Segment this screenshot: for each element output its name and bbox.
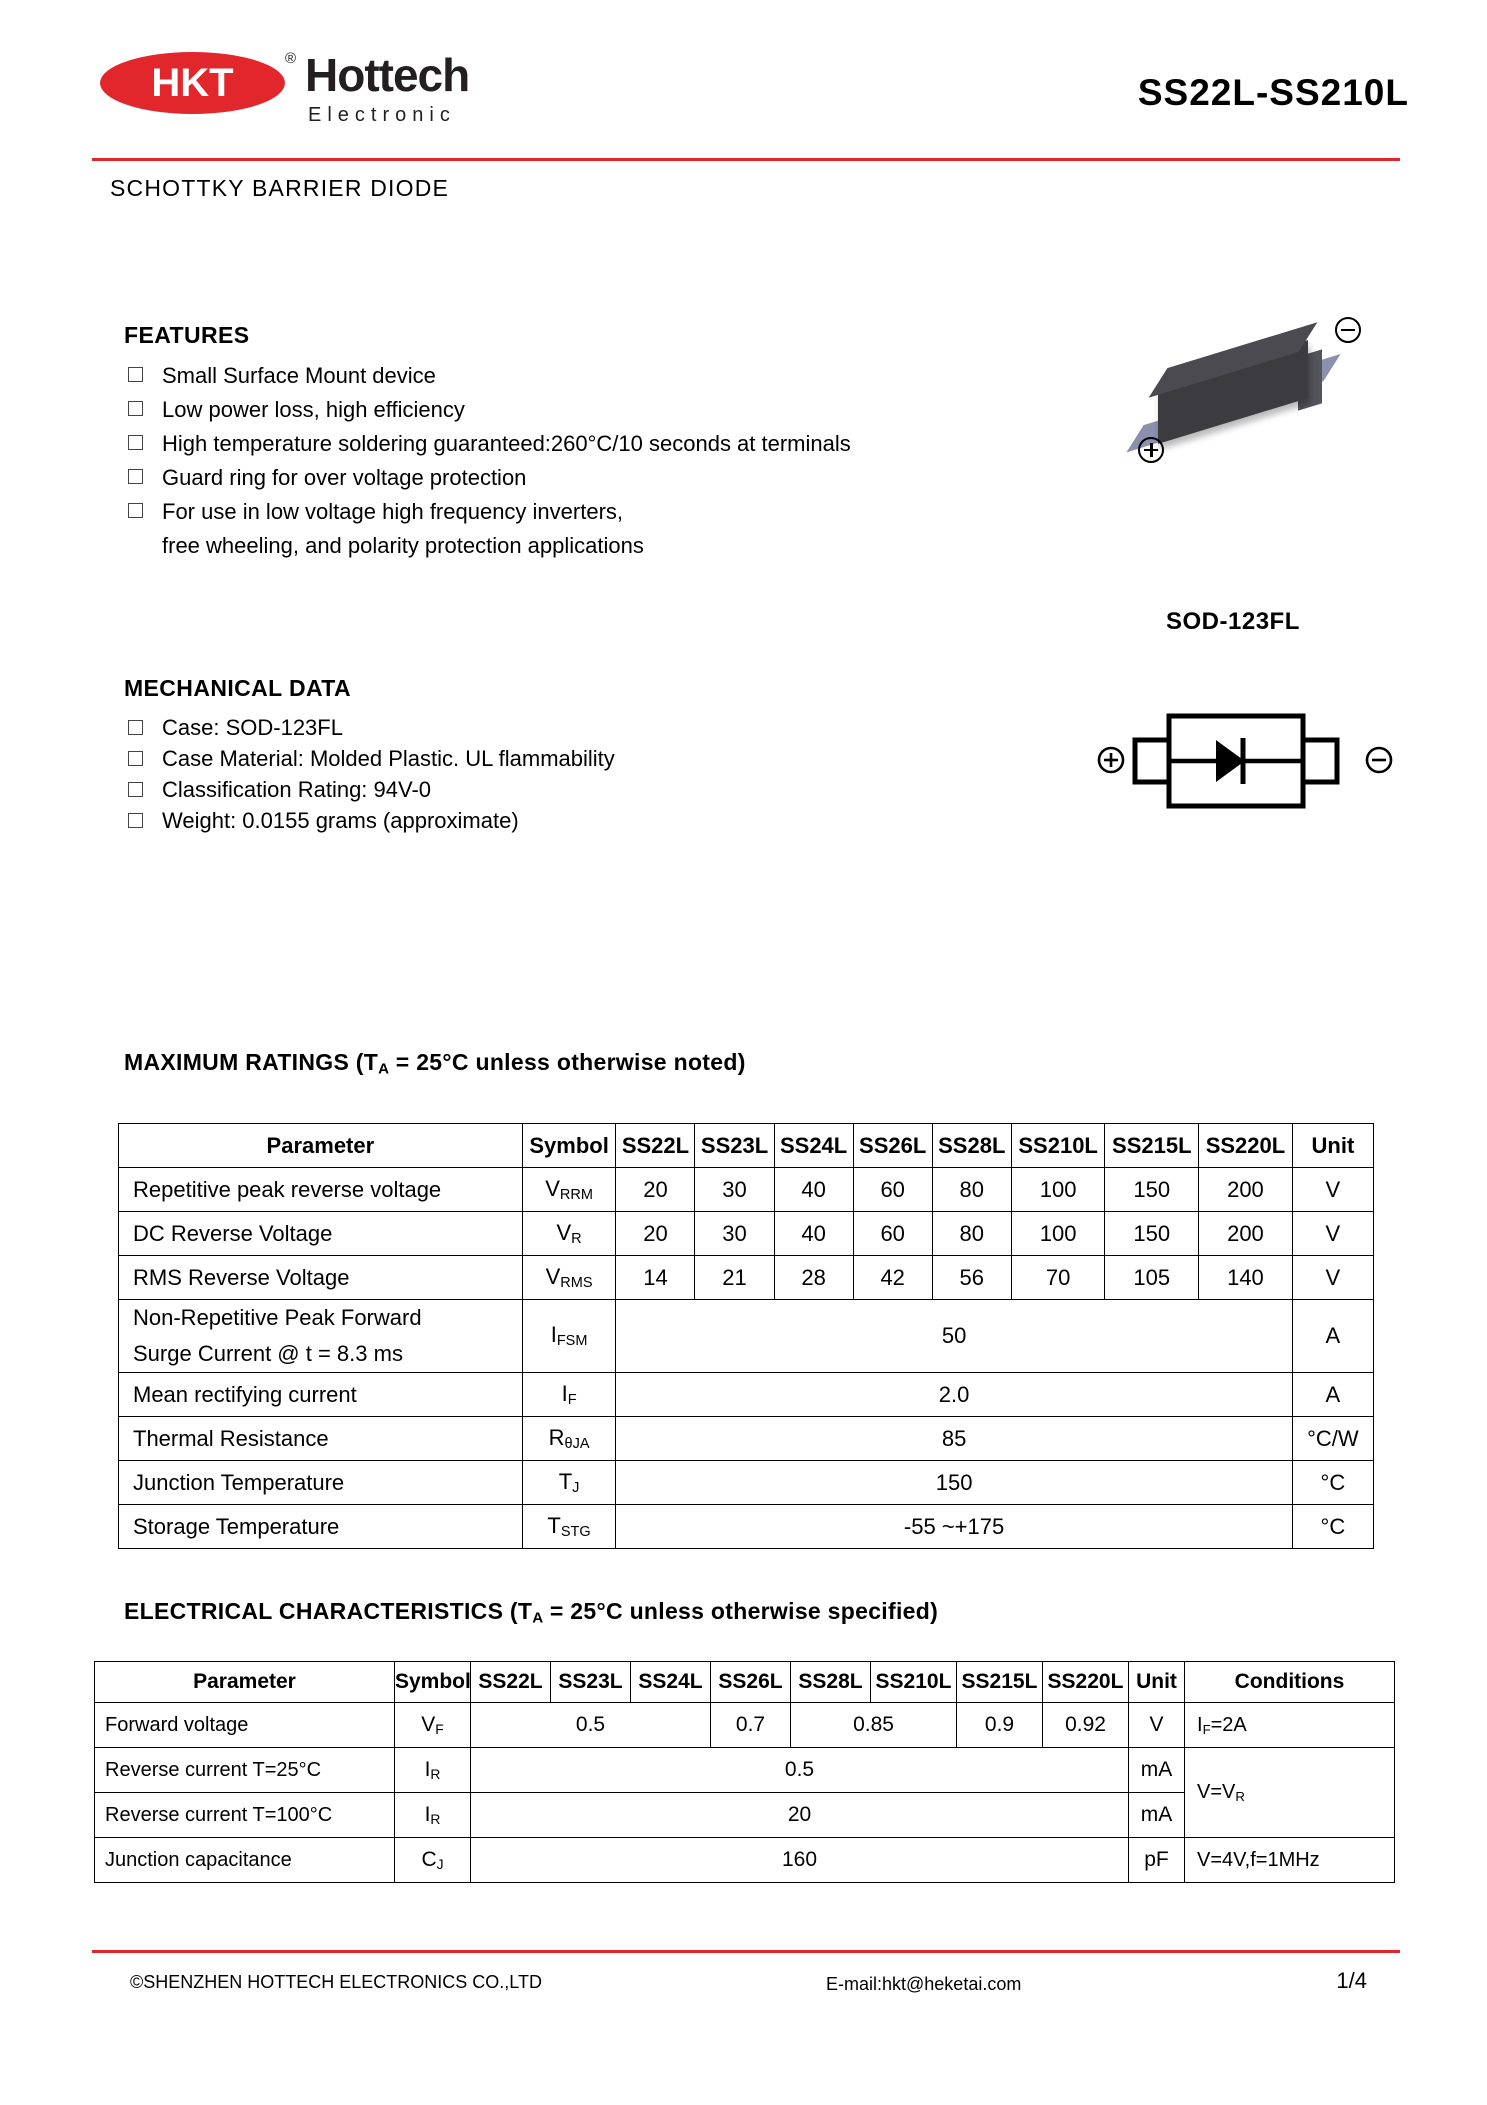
max-ratings-table bbox=[118, 1123, 1374, 1549]
table-row bbox=[95, 1703, 1395, 1748]
value-cell: 150 bbox=[1105, 1168, 1199, 1212]
feature-item bbox=[124, 427, 851, 461]
bullet-box-icon bbox=[128, 720, 143, 735]
electrical-heading-sub: A bbox=[532, 1609, 544, 1627]
footer-email: E-mail:hkt@heketai.com bbox=[826, 1974, 1022, 1994]
electrical-heading-text: ELECTRICAL CHARACTERISTICS (T bbox=[124, 1598, 533, 1624]
mechanical-item bbox=[124, 712, 824, 743]
electrical-heading-rest: = 25°C unless otherwise specified) bbox=[543, 1598, 939, 1624]
symbol-text: $I_R$ bbox=[424, 1757, 441, 1783]
parameter-cell: Thermal Resistance bbox=[119, 1417, 523, 1461]
mechanical-item-label: Weight: 0.0155 grams (approximate) bbox=[162, 808, 519, 833]
value-cell: 42 bbox=[853, 1256, 932, 1300]
unit-cell: A bbox=[1292, 1373, 1373, 1417]
bullet-box-icon bbox=[128, 751, 143, 766]
value-cell: 150 bbox=[1105, 1212, 1199, 1256]
value-cell: 40 bbox=[774, 1168, 853, 1212]
column-header: Parameter bbox=[95, 1662, 395, 1703]
feature-item bbox=[124, 393, 824, 427]
mechanical-data-list bbox=[124, 712, 824, 836]
parameter-cell: Forward voltage bbox=[95, 1703, 395, 1748]
column-header: SS220L bbox=[1199, 1124, 1293, 1168]
table-row bbox=[95, 1748, 1395, 1793]
page-header bbox=[0, 0, 1487, 175]
value-cell: 70 bbox=[1011, 1256, 1105, 1300]
column-header: SS210L bbox=[1011, 1124, 1105, 1168]
parameter-cell: RMS Reverse Voltage bbox=[119, 1256, 523, 1300]
value-cell: 14 bbox=[616, 1256, 695, 1300]
value-cell: 30 bbox=[695, 1168, 774, 1212]
parameter-cell: DC Reverse Voltage bbox=[119, 1212, 523, 1256]
symbol-cell bbox=[522, 1505, 616, 1549]
value-cell: 28 bbox=[774, 1256, 853, 1300]
feature-item bbox=[124, 461, 824, 495]
mechanical-item bbox=[124, 743, 824, 774]
symbol-text: $I_F$ bbox=[561, 1380, 577, 1409]
parameter-cell: Mean rectifying current bbox=[119, 1373, 523, 1417]
value-cell: 20 bbox=[616, 1212, 695, 1256]
package-type-label: SOD-123FL bbox=[1166, 608, 1300, 635]
column-header: SS215L bbox=[957, 1662, 1043, 1703]
symbol-text: $V_{RRM}$ bbox=[545, 1175, 593, 1204]
bullet-box-icon bbox=[128, 782, 143, 797]
value-cell: 140 bbox=[1199, 1256, 1293, 1300]
column-header: Symbol bbox=[395, 1662, 471, 1703]
page-footer bbox=[0, 1968, 1487, 2012]
bullet-box-icon bbox=[128, 401, 143, 416]
column-header: SS26L bbox=[853, 1124, 932, 1168]
value-cell: 100 bbox=[1011, 1168, 1105, 1212]
column-header: SS26L bbox=[711, 1662, 791, 1703]
value-cell: 60 bbox=[853, 1212, 932, 1256]
company-logo bbox=[100, 42, 470, 132]
mechanical-item-label: Case Material: Molded Plastic. UL flammability bbox=[162, 746, 615, 771]
value-cell: 20 bbox=[471, 1793, 1129, 1838]
value-cell: 0.5 bbox=[471, 1703, 711, 1748]
symbol-cell bbox=[522, 1461, 616, 1505]
feature-item-label: Low power loss, high efficiency bbox=[162, 397, 465, 422]
parameter-cell: Storage Temperature bbox=[119, 1505, 523, 1549]
unit-cell: °C/W bbox=[1292, 1417, 1373, 1461]
symbol-cell bbox=[522, 1168, 616, 1212]
mechanical-item-label: Classification Rating: 94V-0 bbox=[162, 777, 432, 802]
electrical-characteristics-table bbox=[94, 1661, 1394, 1883]
package-anode-plus-icon bbox=[1138, 437, 1164, 463]
column-header: Symbol bbox=[522, 1124, 616, 1168]
symbol-cell bbox=[395, 1748, 471, 1793]
feature-item-label: free wheeling, and polarity protection applications bbox=[162, 533, 644, 558]
table-row bbox=[119, 1168, 1374, 1212]
parameter-cell: Junction Temperature bbox=[119, 1461, 523, 1505]
value-cell: 100 bbox=[1011, 1212, 1105, 1256]
symbol-cell bbox=[522, 1373, 616, 1417]
mechanical-data-section bbox=[124, 675, 824, 836]
column-header: SS28L bbox=[791, 1662, 871, 1703]
diode-symbol-diagram bbox=[1095, 700, 1395, 820]
parameter-cell: Junction capacitance bbox=[95, 1838, 395, 1883]
column-header: SS24L bbox=[631, 1662, 711, 1703]
unit-cell: A bbox=[1292, 1300, 1373, 1373]
electrical-heading bbox=[124, 1598, 938, 1626]
max-ratings-heading-text: MAXIMUM RATINGS (T bbox=[124, 1049, 379, 1075]
column-header: SS215L bbox=[1105, 1124, 1199, 1168]
unit-cell: V bbox=[1292, 1256, 1373, 1300]
symbol-text: $R_{\theta JA}$ bbox=[548, 1424, 590, 1453]
value-cell: 0.9 bbox=[957, 1703, 1043, 1748]
table-row bbox=[119, 1212, 1374, 1256]
value-cell: 0.85 bbox=[791, 1703, 957, 1748]
feature-item-label: For use in low voltage high frequency inverters, bbox=[162, 499, 624, 524]
bullet-box-icon bbox=[128, 503, 143, 518]
value-cell: 105 bbox=[1105, 1256, 1199, 1300]
column-header: Conditions bbox=[1185, 1662, 1395, 1703]
value-cell-spanned: 2.0 bbox=[616, 1373, 1292, 1417]
symbol-cell bbox=[522, 1256, 616, 1300]
table-row bbox=[119, 1300, 1374, 1373]
column-header: Unit bbox=[1292, 1124, 1373, 1168]
bullet-box-icon bbox=[128, 435, 143, 450]
footer-page-number: 1/4 bbox=[1336, 1968, 1367, 1993]
conditions-cell: V=4V,f=1MHz bbox=[1185, 1838, 1395, 1883]
symbol-text: $V_R$ bbox=[556, 1219, 582, 1248]
mechanical-item-label: Case: SOD-123FL bbox=[162, 715, 343, 740]
bullet-box-icon bbox=[128, 813, 143, 828]
unit-cell: mA bbox=[1129, 1793, 1185, 1838]
symbol-text: $C_J$ bbox=[421, 1847, 444, 1873]
symbol-text: $I_R$ bbox=[424, 1802, 441, 1828]
parameter-cell: Non-Repetitive Peak Forward Surge Current @ t = 8.3 ms bbox=[119, 1300, 523, 1373]
value-cell: 200 bbox=[1199, 1168, 1293, 1212]
table-header-row bbox=[95, 1662, 1395, 1703]
table-header-row bbox=[119, 1124, 1374, 1168]
value-cell-spanned: -55 ~+175 bbox=[616, 1505, 1292, 1549]
bullet-box-icon bbox=[128, 469, 143, 484]
header-divider bbox=[92, 158, 1400, 161]
column-header: Parameter bbox=[119, 1124, 523, 1168]
unit-cell: V bbox=[1292, 1168, 1373, 1212]
diode-symbol-svg bbox=[1095, 700, 1395, 820]
value-cell: 0.7 bbox=[711, 1703, 791, 1748]
electrical-grid bbox=[94, 1661, 1395, 1883]
column-header: SS23L bbox=[551, 1662, 631, 1703]
column-header: SS22L bbox=[616, 1124, 695, 1168]
symbol-cell bbox=[395, 1793, 471, 1838]
features-section bbox=[124, 322, 851, 563]
value-cell: 30 bbox=[695, 1212, 774, 1256]
value-cell: 80 bbox=[932, 1212, 1011, 1256]
max-ratings-heading bbox=[124, 1049, 746, 1077]
unit-cell: V bbox=[1292, 1212, 1373, 1256]
value-cell-spanned: 150 bbox=[616, 1461, 1292, 1505]
unit-cell: pF bbox=[1129, 1838, 1185, 1883]
value-cell: 56 bbox=[932, 1256, 1011, 1300]
table-row bbox=[119, 1373, 1374, 1417]
table-row bbox=[119, 1461, 1374, 1505]
table-row bbox=[119, 1256, 1374, 1300]
package-cathode-minus-icon bbox=[1335, 317, 1361, 343]
parameter-cell: Reverse current T=25°C bbox=[95, 1748, 395, 1793]
max-ratings-heading-sub: A bbox=[378, 1060, 390, 1078]
feature-item-label: Small Surface Mount device bbox=[162, 363, 436, 388]
max-ratings-grid bbox=[118, 1123, 1374, 1549]
feature-item bbox=[124, 359, 824, 393]
mechanical-data-heading: MECHANICAL DATA bbox=[124, 675, 352, 701]
value-cell: 160 bbox=[471, 1838, 1129, 1883]
value-cell-spanned: 50 bbox=[616, 1300, 1292, 1373]
part-number-title: SS22L-SS210L bbox=[1137, 72, 1409, 113]
features-heading: FEATURES bbox=[124, 322, 250, 348]
feature-item bbox=[124, 529, 824, 563]
value-cell-spanned: 85 bbox=[616, 1417, 1292, 1461]
value-cell: 200 bbox=[1199, 1212, 1293, 1256]
unit-cell: mA bbox=[1129, 1748, 1185, 1793]
unit-cell: V bbox=[1129, 1703, 1185, 1748]
feature-item-label: Guard ring for over voltage protection bbox=[162, 465, 527, 490]
logo-brand-name: Hottech bbox=[305, 49, 470, 101]
package-photo bbox=[1130, 345, 1360, 475]
value-cell: 0.5 bbox=[471, 1748, 1129, 1793]
column-header: SS28L bbox=[932, 1124, 1011, 1168]
logo-brand-subtitle: Electronic bbox=[308, 104, 456, 126]
value-cell: 0.92 bbox=[1043, 1703, 1129, 1748]
value-cell: 40 bbox=[774, 1212, 853, 1256]
value-cell: 20 bbox=[616, 1168, 695, 1212]
logo-hkt-text: HKT bbox=[151, 60, 234, 105]
column-header: SS22L bbox=[471, 1662, 551, 1703]
table-row bbox=[119, 1505, 1374, 1549]
symbol-cell bbox=[395, 1838, 471, 1883]
symbol-text: $I_{FSM}$ bbox=[550, 1322, 588, 1350]
symbol-cell bbox=[522, 1212, 616, 1256]
value-cell: 80 bbox=[932, 1168, 1011, 1212]
footer-company: ©SHENZHEN HOTTECH ELECTRONICS CO.,LTD bbox=[130, 1972, 542, 1992]
feature-item-label: High temperature soldering guaranteed:260°C/10 seconds at terminals bbox=[162, 431, 851, 456]
value-cell: 21 bbox=[695, 1256, 774, 1300]
table-row bbox=[95, 1838, 1395, 1883]
conditions-cell: $I_F=2A$ bbox=[1185, 1703, 1395, 1748]
parameter-cell: Repetitive peak reverse voltage bbox=[119, 1168, 523, 1212]
bullet-box-icon bbox=[128, 367, 143, 382]
symbol-text: $T_J$ bbox=[558, 1468, 580, 1497]
unit-cell: °C bbox=[1292, 1505, 1373, 1549]
symbol-text: $T_{STG}$ bbox=[547, 1512, 591, 1541]
symbol-cell bbox=[522, 1300, 616, 1373]
feature-item bbox=[124, 495, 824, 529]
symbol-cell bbox=[395, 1703, 471, 1748]
symbol-text: $V_F$ bbox=[421, 1712, 444, 1738]
column-header: SS220L bbox=[1043, 1662, 1129, 1703]
column-header: SS23L bbox=[695, 1124, 774, 1168]
footer-divider bbox=[92, 1950, 1400, 1953]
mechanical-item bbox=[124, 774, 824, 805]
features-list bbox=[124, 359, 851, 563]
parameter-cell: Reverse current T=100°C bbox=[95, 1793, 395, 1838]
mechanical-item bbox=[124, 805, 824, 836]
unit-cell: °C bbox=[1292, 1461, 1373, 1505]
document-subtitle: SCHOTTKY BARRIER DIODE bbox=[110, 175, 450, 201]
value-cell: 60 bbox=[853, 1168, 932, 1212]
column-header: Unit bbox=[1129, 1662, 1185, 1703]
column-header: SS210L bbox=[871, 1662, 957, 1703]
table-row bbox=[119, 1417, 1374, 1461]
conditions-cell: $V=V_R$ bbox=[1185, 1748, 1395, 1838]
symbol-cell bbox=[522, 1417, 616, 1461]
column-header: SS24L bbox=[774, 1124, 853, 1168]
registered-trademark-icon: ® bbox=[285, 50, 297, 67]
max-ratings-heading-rest: = 25°C unless otherwise noted) bbox=[389, 1049, 746, 1075]
symbol-text: $V_{RMS}$ bbox=[545, 1263, 593, 1292]
